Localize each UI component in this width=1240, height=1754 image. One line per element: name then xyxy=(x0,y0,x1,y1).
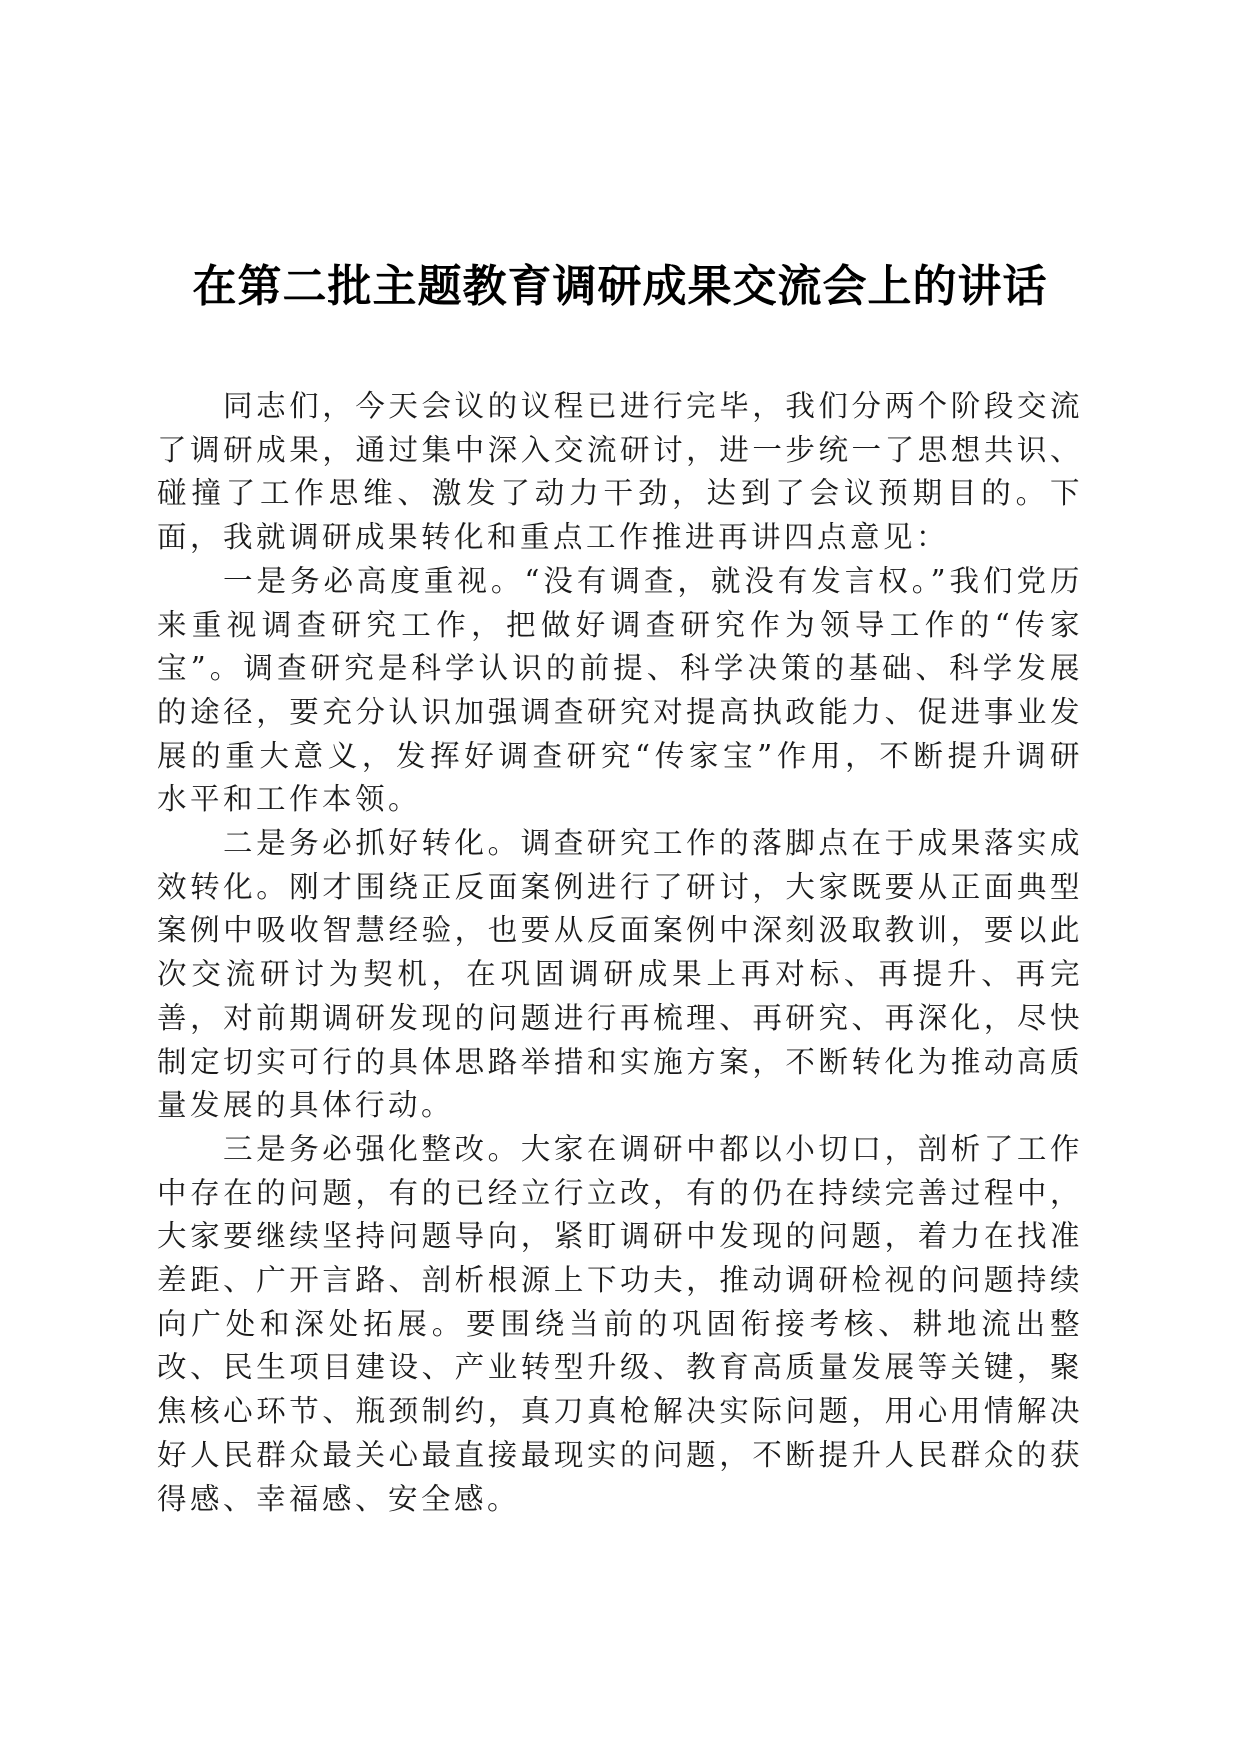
document-title: 在第二批主题教育调研成果交流会上的讲话 xyxy=(192,261,1048,312)
paragraph-point-three: 三是务必强化整改。大家在调研中都以小切口，剖析了工作中存在的问题，有的已经立行立改，有的仍在持续完善过程中，大家要继续坚持问题导向，紧盯调研中发现的问题，着力在找准差距、广开言路、剖析根源上下功夫，推动调研检视的问题持续向广处和深处拓展。要围绕当前的巩固衔接考核、耕地流出整改、民生项目建设、产业转型升级、教育高质量发展等关键，聚焦核心环节、瓶颈制约，真刀真枪解决实际问题，用心用情解决好人民群众最关心最直接最现实的问题，不断提升人民群众的获得感、幸福感、安全感。 xyxy=(157,1131,1083,1516)
paragraph-point-two: 二是务必抓好转化。调查研究工作的落脚点在于成果落实成效转化。刚才围绕正反面案例进行了研讨，大家既要从正面典型案例中吸收智慧经验，也要从反面案例中深刻汲取教训，要以此次交流研讨为契机，在巩固调研成果上再对标、再提升、再完善，对前期调研发现的问题进行再梳理、再研究、再深化，尽快制定切实可行的具体思路举措和实施方案，不断转化为推动高质量发展的具体行动。 xyxy=(157,826,1083,1123)
document-body xyxy=(157,385,1083,1521)
paragraph-intro: 同志们，今天会议的议程已进行完毕，我们分两个阶段交流了调研成果，通过集中深入交流研讨，进一步统一了思想共识、碰撞了工作思维、激发了动力干劲，达到了会议预期目的。下面，我就调研成果转化和重点工作推进再讲四点意见： xyxy=(157,389,1083,555)
paragraph-point-one: 一是务必高度重视。“没有调查，就没有发言权。”我们党历来重视调查研究工作，把做好调查研究作为领导工作的“传家宝”。调查研究是科学认识的前提、科学决策的基础、科学发展的途径，要充分认识加强调查研究对提高执政能力、促进事业发展的重大意义，发挥好调查研究“传家宝”作用，不断提升调研水平和工作本领。 xyxy=(157,563,1083,817)
